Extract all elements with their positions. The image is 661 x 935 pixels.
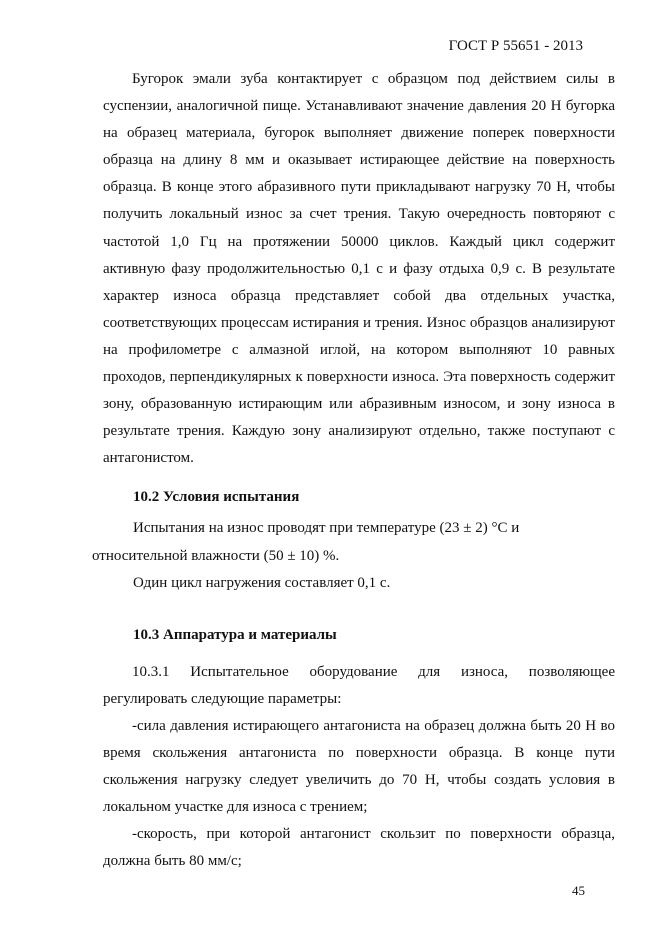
page-number: 45 — [572, 883, 585, 898]
conditions-line-1: Испытания на износ проводят при температуре (23 ± 2) °С и — [133, 520, 520, 536]
conditions-line-2: относительной влажности (50 ± 10) %. — [92, 548, 340, 564]
apparatus-paragraph-1: 10.3.1 Испытательное оборудование для износа, позволяющее регулировать следующие параметры: — [103, 664, 615, 708]
apparatus-paragraph-2: -сила давления истирающего антагониста на образец должна быть 20 Н во время скольжения антагониста по поверхности образца. В конце пути скольжения нагрузку следует увеличить до 70 Н, чтобы создать условия в локальном участке для износа с трением; — [103, 718, 615, 816]
document-header: ГОСТ Р 55651 - 2013 — [448, 38, 583, 54]
section-heading-10-2: 10.2 Условия испытания — [133, 489, 300, 505]
conditions-line-3: Один цикл нагружения составляет 0,1 с. — [133, 575, 391, 591]
section-heading-10-3: 10.3 Аппаратура и материалы — [133, 627, 337, 643]
body-paragraph-1: Бугорок эмали зуба контактирует с образцом под действием силы в суспензии, аналогичной пище. Устанавливают значение давления 20 Н бугорка на образец материала, бугорок выполняет движение поперек поверхности образца на длину 8 мм и оказывает истирающее действие на поверхность образца. В конце этого абразивного пути прикладывают нагрузку 70 Н, чтобы получить локальный износ за счет трения. Такую очередность повторяют с частотой 1,0 Гц на протяжении 50000 циклов. Каждый цикл содержит активную фазу продолжительностью 0,1 с и фазу отдыха 0,9 с. В результате характер износа образца представляет собой два отдельных участка, соответствующих процессам истирания и трения. Износ образцов анализируют на профилометре с алмазной иглой, на котором выполняют 10 равных проходов, перпендикулярных к поверхности износа. Эта поверхность содержит зону, образованную истирающим или абразивным износом, и зону износа в результате трения. Каждую зону анализируют отдельно, также поступают с антагонистом. — [103, 71, 615, 467]
apparatus-paragraph-3: -скорость, при которой антагонист скользит по поверхности образца, должна быть 80 мм/с; — [103, 826, 615, 870]
